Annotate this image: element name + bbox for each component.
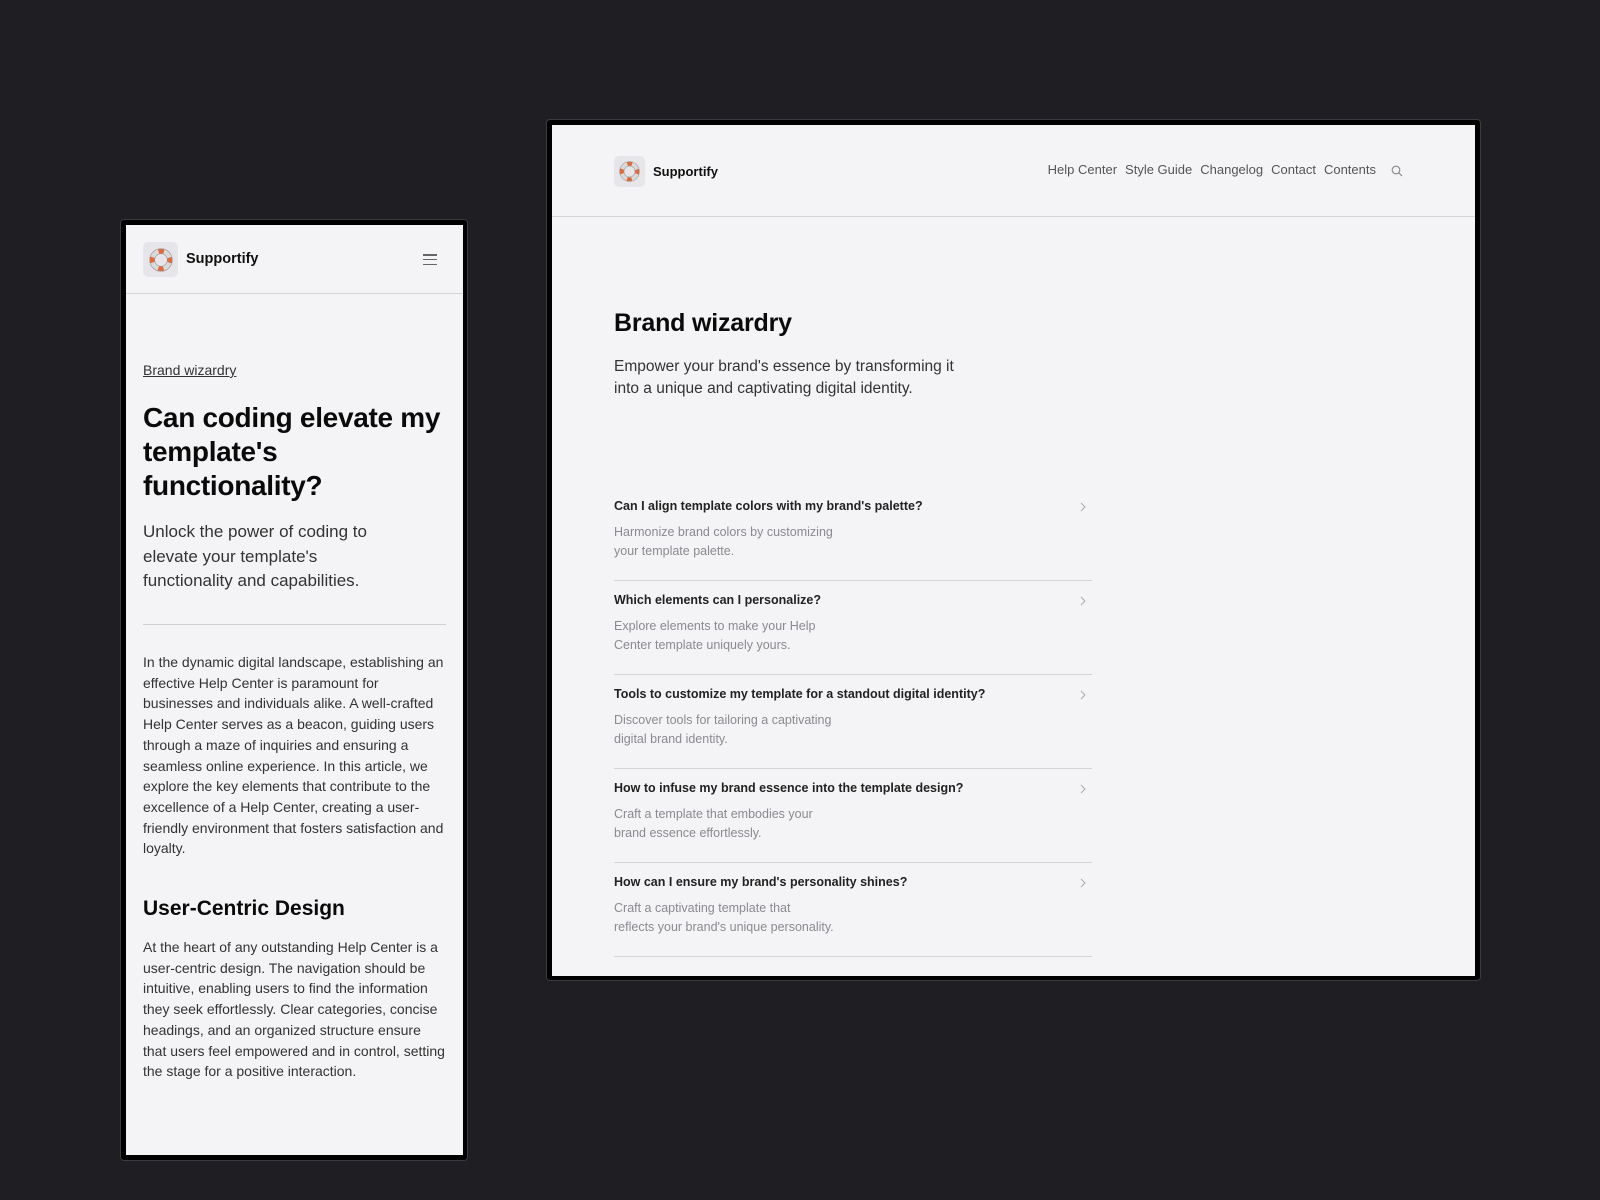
logo[interactable] <box>614 156 645 187</box>
chevron-right-icon <box>1078 878 1088 888</box>
faq-item[interactable] <box>614 487 1092 581</box>
desktop-screen <box>552 125 1475 976</box>
mobile-device-frame <box>120 219 468 1161</box>
nav-changelog[interactable]: Changelog <box>1200 162 1264 177</box>
article-title: Can coding elevate my template's functionality? <box>143 402 441 501</box>
chevron-right-icon <box>1078 784 1088 794</box>
faq-answer: Discover tools for tailoring a captivating digital brand identity. <box>614 713 832 746</box>
faq-question: Tools to customize my template for a standout digital identity? <box>614 687 986 701</box>
breadcrumb-link[interactable]: Brand wizardry <box>143 362 237 378</box>
faq-answer: Craft a captivating template that reflects your brand's unique personality. <box>614 901 834 934</box>
nav-contact[interactable]: Contact <box>1271 162 1316 177</box>
mobile-header <box>126 225 463 294</box>
faq-item[interactable] <box>614 863 1092 957</box>
lifebuoy-icon <box>149 248 173 272</box>
mobile-screen <box>126 225 463 1155</box>
faq-question: How to infuse my brand essence into the template design? <box>614 781 964 795</box>
lifebuoy-icon <box>619 161 640 182</box>
faq-question: How can I ensure my brand's personality shines? <box>614 875 908 889</box>
desktop-header <box>552 125 1475 217</box>
faq-item[interactable] <box>614 581 1092 675</box>
main-nav <box>1048 162 1376 177</box>
logo[interactable] <box>143 242 178 277</box>
chevron-right-icon <box>1078 596 1088 606</box>
faq-question: Which elements can I personalize? <box>614 593 822 607</box>
faq-item[interactable] <box>614 675 1092 769</box>
desktop-browser-frame <box>546 119 1481 981</box>
faq-answer: Craft a template that embodies your brand essence effortlessly. <box>614 807 813 840</box>
brand-name[interactable]: Supportify <box>653 164 718 179</box>
hamburger-menu-icon[interactable] <box>423 254 437 265</box>
chevron-right-icon <box>1078 690 1088 700</box>
faq-item[interactable] <box>614 769 1092 863</box>
section-heading: User-Centric Design <box>143 897 345 920</box>
divider <box>143 624 446 625</box>
faq-answer: Harmonize brand colors by customizing your template palette. <box>614 525 833 558</box>
nav-help-center[interactable]: Help Center <box>1047 162 1118 177</box>
faq-question: Can I align template colors with my brand's palette? <box>614 499 923 513</box>
chevron-right-icon <box>1078 502 1088 512</box>
page-lead: Empower your brand's essence by transforming it into a unique and captivating digital identity. <box>614 358 954 397</box>
faq-answer: Explore elements to make your Help Center template uniquely yours. <box>614 619 816 652</box>
brand-name[interactable]: Supportify <box>186 251 259 267</box>
nav-contents[interactable]: Contents <box>1323 162 1376 177</box>
article-lead: Unlock the power of coding to elevate your template's functionality and capabilities. <box>143 522 367 590</box>
article-intro: In the dynamic digital landscape, establishing an effective Help Center is paramount for businesses and individuals alike. A well-crafted Help Center serves as a beacon, guiding users through a maze of inquiries and ensuring a seamless online experience. In this article, we explore the key elements that contribute to the excellence of a Help Center, creating a user-friendly environment that fosters satisfaction and loyalty. <box>143 654 444 857</box>
page-title: Brand wizardry <box>614 309 792 337</box>
section-body: At the heart of any outstanding Help Center is a user-centric design. The navigation should be intuitive, enabling users to find the information they seek effortlessly. Clear categories, concise headings, and an organized structure ensure that users feel empowered and in control, setting the stage for a positive interaction. <box>143 939 445 1080</box>
search-icon[interactable] <box>1391 165 1403 177</box>
faq-list <box>614 487 1092 957</box>
nav-style-guide[interactable]: Style Guide <box>1125 162 1193 177</box>
